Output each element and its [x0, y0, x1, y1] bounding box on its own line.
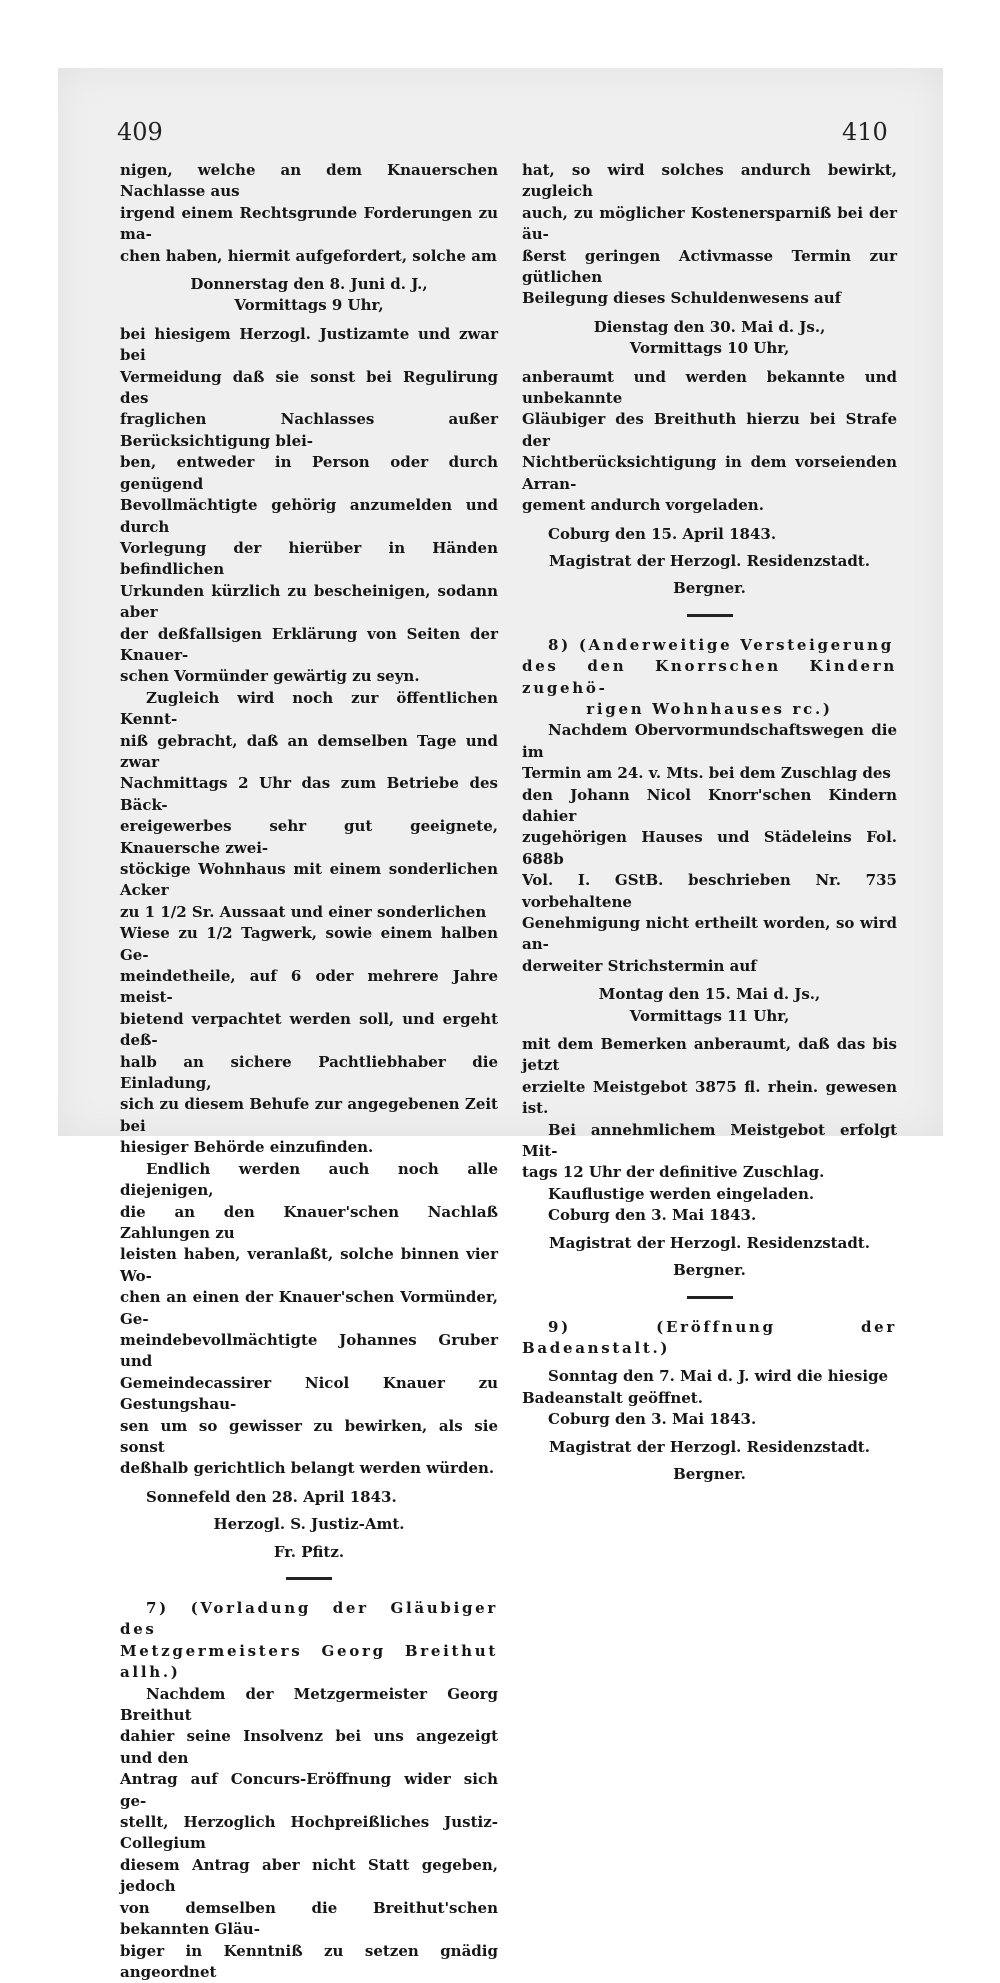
right-column [522, 160, 897, 1485]
date-line: Donnerstag den 8. Juni d. J., [120, 274, 498, 295]
text-line: bei hiesigem Herzogl. Justizamte und zwar bei [120, 324, 498, 367]
text-line: meindebevollmächtigte Johannes Gruber und [120, 1330, 498, 1373]
text-line: nigen, welche an dem Knauerschen Nachlasse aus [120, 160, 498, 203]
text-line: Urkunden kürzlich zu bescheinigen, sodann aber [120, 581, 498, 624]
signature-name: Bergner. [522, 1260, 897, 1281]
paragraph [120, 1684, 498, 1983]
time-line: Vormittags 10 Uhr, [522, 338, 897, 359]
place-date: Coburg den 15. April 1843. [522, 524, 897, 545]
text-line: Vol. I. GStB. beschrieben Nr. 735 vorbehaltene [522, 870, 897, 913]
text-line: biger in Kenntniß zu setzen gnädig angeordnet [120, 1941, 498, 1983]
text-line: chen haben, hiermit aufgefordert, solche am [120, 246, 498, 267]
text-line: Nachdem der Metzgermeister Georg Breithut [120, 1684, 498, 1727]
paragraph [120, 160, 498, 267]
text-line: leisten haben, veranlaßt, solche binnen vier Wo- [120, 1244, 498, 1287]
text-line: chen an einen der Knauer'schen Vormünder, Ge- [120, 1287, 498, 1330]
text-line: diesem Antrag aber nicht Statt gegeben, jedoch [120, 1855, 498, 1898]
text-line: Antrag auf Concurs-Eröffnung wider sich ge- [120, 1769, 498, 1812]
text-line: 8) (Anderweitige Versteigerung [522, 635, 897, 656]
signature-name: Bergner. [522, 1464, 897, 1485]
text-line: Vermeidung daß sie sonst bei Regulirung des [120, 367, 498, 410]
paragraph [120, 1159, 498, 1480]
time-line: Vormittags 11 Uhr, [522, 1006, 897, 1027]
text-line: meindetheile, auf 6 oder mehrere Jahre meist- [120, 966, 498, 1009]
text-line: auch, zu möglicher Kostenersparniß bei der äu- [522, 203, 897, 246]
text-line: der deßfallsigen Erklärung von Seiten der Knauer- [120, 624, 498, 667]
text-line: Metzgermeisters Georg Breithut allh.) [120, 1641, 498, 1684]
place-date: Sonnefeld den 28. April 1843. [120, 1487, 498, 1508]
text-line: anberaumt und werden bekannte und unbekannte [522, 367, 897, 410]
place-date: Coburg den 3. Mai 1843. [522, 1409, 897, 1430]
place-date: Coburg den 3. Mai 1843. [522, 1205, 897, 1226]
page-number-right: 410 [842, 118, 888, 146]
paragraph [522, 367, 897, 517]
section-divider [687, 1296, 733, 1299]
text-line: 7) (Vorladung der Gläubiger des [120, 1598, 498, 1641]
text-line: fraglichen Nachlasses außer Berücksichtigung blei- [120, 409, 498, 452]
text-line: sen um so gewisser zu bewirken, als sie sonst [120, 1416, 498, 1459]
text-line: Bei annehmlichem Meistgebot erfolgt Mit- [522, 1120, 897, 1163]
issuing-authority: Magistrat der Herzogl. Residenzstadt. [522, 1233, 897, 1254]
issuing-authority: Herzogl. S. Justiz-Amt. [120, 1514, 498, 1535]
notice-heading [522, 635, 897, 721]
text-line: irgend einem Rechtsgrunde Forderungen zu ma- [120, 203, 498, 246]
text-line: erzielte Meistgebot 3875 fl. rhein. gewesen ist. [522, 1077, 897, 1120]
paragraph [522, 1366, 897, 1409]
text-line: bietend verpachtet werden soll, und ergeht deß- [120, 1009, 498, 1052]
text-line: die an den Knauer'schen Nachlaß Zahlungen zu [120, 1202, 498, 1245]
text-line: Kauflustige werden eingeladen. [522, 1184, 897, 1205]
text-line: hiesiger Behörde einzufinden. [120, 1137, 498, 1158]
text-line: niß gebracht, daß an demselben Tage und zwar [120, 731, 498, 774]
text-line: rigen Wohnhauses rc.) [522, 699, 897, 720]
text-line: Nachdem Obervormundschaftswegen die im [522, 720, 897, 763]
text-line: derweiter Strichstermin auf [522, 956, 897, 977]
signature-name: Bergner. [522, 578, 897, 599]
text-line: Genehmigung nicht ertheilt worden, so wird an- [522, 913, 897, 956]
notice-heading [120, 1598, 498, 1684]
paragraph [522, 720, 897, 977]
text-line: zu 1 1/2 Sr. Aussaat und einer sonderlichen [120, 902, 498, 923]
paragraph [522, 1120, 897, 1184]
text-line: gement andurch vorgeladen. [522, 495, 897, 516]
text-line: von demselben die Breithut'schen bekannten Gläu- [120, 1898, 498, 1941]
text-line: Bevollmächtigte gehörig anzumelden und durch [120, 495, 498, 538]
text-line: Gläubiger des Breithuth hierzu bei Strafe der [522, 409, 897, 452]
text-line: ßerst geringen Activmasse Termin zur gütlichen [522, 246, 897, 289]
date-line: Montag den 15. Mai d. Js., [522, 984, 897, 1005]
left-column [120, 160, 498, 1983]
text-line: tags 12 Uhr der definitive Zuschlag. [522, 1162, 897, 1183]
text-line: Vorlegung der hierüber in Händen befindlichen [120, 538, 498, 581]
text-line: deßhalb gerichtlich belangt werden würden. [120, 1458, 498, 1479]
section-divider [286, 1577, 332, 1580]
text-line: Zugleich wird noch zur öffentlichen Kennt- [120, 688, 498, 731]
text-line: Nachmittags 2 Uhr das zum Betriebe des Bäck- [120, 773, 498, 816]
text-line: dahier seine Insolvenz bei uns angezeigt und den [120, 1726, 498, 1769]
text-line: sich zu diesem Behufe zur angegebenen Zeit bei [120, 1094, 498, 1137]
text-line: zugehörigen Hauses und Städeleins Fol. 688b [522, 827, 897, 870]
issuing-authority: Magistrat der Herzogl. Residenzstadt. [522, 1437, 897, 1458]
text-line: Beilegung dieses Schuldenwesens auf [522, 288, 897, 309]
text-line: ben, entweder in Person oder durch genügend [120, 452, 498, 495]
text-line: halb an sichere Pachtliebhaber die Einladung, [120, 1052, 498, 1095]
page-number-left: 409 [117, 118, 163, 146]
text-line: Wiese zu 1/2 Tagwerk, sowie einem halben Ge- [120, 923, 498, 966]
time-line: Vormittags 9 Uhr, [120, 295, 498, 316]
text-line: mit dem Bemerken anberaumt, daß das bis jetzt [522, 1034, 897, 1077]
section-divider [687, 614, 733, 617]
paragraph [120, 324, 498, 688]
text-line: Sonntag den 7. Mai d. J. wird die hiesige [522, 1366, 897, 1387]
text-line: des den Knorrschen Kindern zugehö- [522, 656, 897, 699]
text-line: Nichtberücksichtigung in dem vorseienden Arran- [522, 452, 897, 495]
date-line: Dienstag den 30. Mai d. Js., [522, 317, 897, 338]
issuing-authority: Magistrat der Herzogl. Residenzstadt. [522, 551, 897, 572]
text-line: den Johann Nicol Knorr'schen Kindern dahier [522, 785, 897, 828]
text-line: stöckige Wohnhaus mit einem sonderlichen Acker [120, 859, 498, 902]
text-line: hat, so wird solches andurch bewirkt, zugleich [522, 160, 897, 203]
paragraph [522, 1034, 897, 1120]
text-line: Badeanstalt geöffnet. [522, 1388, 897, 1409]
text-line: ereigewerbes sehr gut geeignete, Knauersche zwei- [120, 816, 498, 859]
text-line: Gemeindecassirer Nicol Knauer zu Gestungshau- [120, 1373, 498, 1416]
paragraph [120, 688, 498, 1159]
notice-heading: 9) (Eröffnung der Badeanstalt.) [522, 1317, 897, 1360]
text-line: schen Vormünder gewärtig zu seyn. [120, 666, 498, 687]
paragraph [522, 160, 897, 310]
text-line: stellt, Herzoglich Hochpreißliches Justiz-Collegium [120, 1812, 498, 1855]
text-line: Endlich werden auch noch alle diejenigen, [120, 1159, 498, 1202]
signature-name: Fr. Pfitz. [120, 1542, 498, 1563]
text-line: Termin am 24. v. Mts. bei dem Zuschlag des [522, 763, 897, 784]
